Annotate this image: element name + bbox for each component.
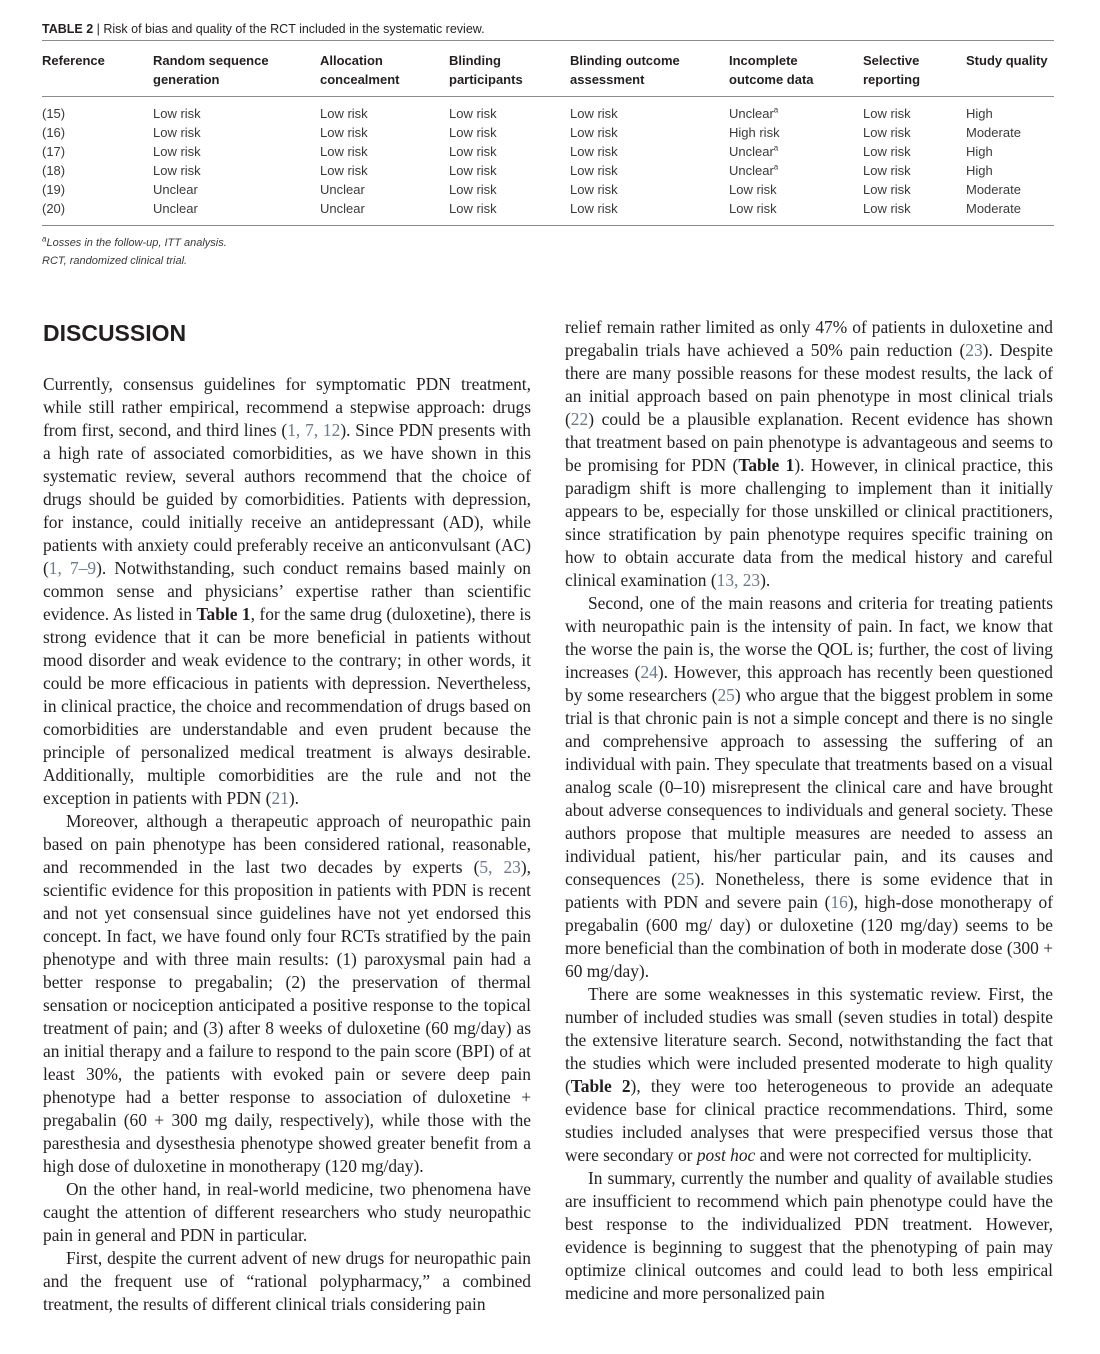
table-footnotes: [42, 234, 1054, 270]
table-row: [42, 199, 1054, 226]
text-segment: Moreover, although a therapeutic approach of neuropathic pain based on pain phenotype has been considered rational, reasonable, and recommended in the last two decades by experts (: [43, 811, 531, 877]
cell-reference: (20): [42, 201, 66, 216]
table-row: [42, 142, 1054, 161]
cell-random-sequence: Unclear: [153, 201, 198, 216]
cell-incomplete: Unclear$^a$: [729, 105, 779, 121]
cell-selective: Low risk: [863, 163, 911, 178]
cell-selective: Low risk: [863, 201, 911, 216]
footnote-mark: a: [773, 162, 779, 172]
cell-incomplete: Low risk: [729, 182, 777, 197]
paragraph: [43, 810, 531, 1178]
footnote: RCT, randomized clinical trial.: [42, 255, 188, 267]
cell-selective: Low risk: [863, 106, 911, 121]
right-body: [565, 316, 1053, 1305]
cell-blinding-participants: Low risk: [449, 144, 497, 159]
header-random-sequence: Random sequence generation: [153, 53, 269, 87]
text-segment: , for the same drug (duloxetine), there is strong evidence that it can be more beneficial in patients without mood disorder and weak evidence to the contrary; in other words, it could be more efficacious in patients with depression. Nevertheless, in clinical practice, the choice and recommendation of drugs based on comorbidities are understandable and even prudent because the principle of personalized medical treatment is always desirable. Additionally, multiple comorbidities are the rule and not the exception in patients with PDN (: [43, 604, 531, 808]
cell-selective: Low risk: [863, 182, 911, 197]
table-header-row: [42, 41, 1054, 97]
article-column-left: [43, 316, 531, 1316]
risk-of-bias-table: [42, 40, 1054, 226]
citation-link[interactable]: 21: [271, 788, 289, 808]
citation-link[interactable]: 16: [830, 892, 848, 912]
cell-incomplete: Low risk: [729, 201, 777, 216]
paragraph: [43, 373, 531, 810]
table-reference-link[interactable]: Table 1: [738, 455, 795, 475]
table-row: [42, 123, 1054, 142]
header-quality: Study quality: [966, 53, 1048, 68]
cell-allocation: Low risk: [320, 144, 368, 159]
cell-selective: Low risk: [863, 125, 911, 140]
paragraph: [565, 1167, 1053, 1305]
citation-link[interactable]: 13, 23: [716, 570, 761, 590]
cell-quality: Moderate: [966, 125, 1021, 140]
citation-link[interactable]: 5, 23: [479, 857, 521, 877]
citation-link[interactable]: 24: [640, 662, 658, 682]
cell-blinding-participants: Low risk: [449, 106, 497, 121]
paragraph: [43, 1178, 531, 1247]
footnote-mark: a: [773, 105, 779, 115]
cell-allocation: Low risk: [320, 163, 368, 178]
citation-link[interactable]: 1, 7, 12: [287, 420, 341, 440]
cell-blinding-outcome: Low risk: [570, 163, 618, 178]
text-segment: ) could be a plausible explanation. Recent evidence has shown that treatment based on pain phenotype is advantageous and seems to be promising for PDN (: [565, 409, 1053, 475]
table-row: [42, 97, 1054, 124]
text-segment: ). Notwithstanding, such conduct remains based mainly on common sense and physicians’ expertise rather than scientific evidence. As listed in: [43, 558, 531, 624]
cell-blinding-outcome: Low risk: [570, 106, 618, 121]
cell-quality: High: [966, 163, 993, 178]
cell-quality: High: [966, 106, 993, 121]
cell-blinding-participants: Low risk: [449, 182, 497, 197]
cell-reference: (18): [42, 163, 66, 178]
cell-random-sequence: Low risk: [153, 106, 201, 121]
text-segment: ). Despite there are many possible reasons for these modest results, the lack of an initial approach based on pain phenotype in most clinical trials (: [565, 340, 1053, 429]
paragraph: [565, 592, 1053, 983]
table-reference-link[interactable]: Table 1: [196, 604, 251, 624]
text-segment: On the other hand, in real-world medicine, two phenomena have caught the attention of different researchers who study neuropathic pain in general and PDN in particular.: [43, 1179, 531, 1245]
cell-random-sequence: Low risk: [153, 144, 201, 159]
cell-allocation: Low risk: [320, 125, 368, 140]
cell-allocation: Low risk: [320, 106, 368, 121]
cell-blinding-outcome: Low risk: [570, 182, 618, 197]
text-segment: ) who argue that the biggest problem in some trial is that chronic pain is not a simple concept and there is no single and comprehensive approach to assessing the suffering of an individual with pain. They speculate that treatments based on a visual analog scale (0–10) misrepresent the clinical care and have brought about adverse consequences to individuals and general society. These authors propose that multiple measures are needed to assess an individual patient, his/her particular pain, and its causes and consequences (: [565, 685, 1053, 889]
cell-reference: (15): [42, 106, 66, 121]
cell-allocation: Unclear: [320, 201, 365, 216]
cell-incomplete: High risk: [729, 125, 780, 140]
text-segment: There are some weaknesses in this systematic review. First, the number of included studies was small (seven studies in total) despite the extensive literature search. Second, notwithstanding the fact that the studies which were included presented moderate to high quality (: [565, 984, 1053, 1096]
footnote: $^a$Losses in the follow-up, ITT analysis.: [42, 234, 227, 249]
cell-reference: (19): [42, 182, 66, 197]
paragraph: [565, 983, 1053, 1167]
table-label: TABLE 2: [42, 22, 94, 36]
cell-reference: (16): [42, 125, 66, 140]
text-segment: ), high-dose monotherapy of pregabalin (600 mg/ day) or duloxetine (120 mg/day) seems to be more beneficial than the combination of both in moderate dose (300 + 60 mg/day).: [565, 892, 1054, 981]
cell-blinding-outcome: Low risk: [570, 125, 618, 140]
cell-incomplete: Unclear$^a$: [729, 143, 779, 159]
header-incomplete: Incomplete outcome data: [729, 53, 814, 87]
cell-blinding-outcome: Low risk: [570, 201, 618, 216]
cell-selective: Low risk: [863, 144, 911, 159]
table-row: [42, 161, 1054, 180]
text-segment: ). Nonetheless, there is some evidence that in patients with PDN and severe pain (: [565, 869, 1053, 912]
left-body: [43, 373, 531, 1316]
text-segment: ), scientific evidence for this proposition in patients with PDN is recent and not yet consensual since guidelines have not yet endorsed this concept. In fact, we have found only four RCTs stratified by the pain phenotype and with three main results: (1) paroxysmal pain had a better response to pregabalin; (2) the preservation of thermal sensation or nociception anticipated a positive response to the topical treatment of pain; and (3) after 8 weeks of duloxetine (60 mg/day) as an initial therapy and a failure to respond to the pain score (BPI) of at least 30%, the patients with evoked pain or severe deep pain phenotype had a better response to association of duloxetine + pregabalin (60 + 300 mg daily, respectively), while those with the paresthesia and dysesthesia phenotype showed greater benefit from a high dose of duloxetine in monotherapy (120 mg/day).: [43, 857, 532, 1176]
cell-blinding-outcome: Low risk: [570, 144, 618, 159]
paragraph: [565, 316, 1053, 592]
cell-blinding-participants: Low risk: [449, 201, 497, 216]
citation-link[interactable]: 25: [717, 685, 735, 705]
cell-reference: (17): [42, 144, 66, 159]
text-segment: ).: [288, 788, 299, 808]
citation-link[interactable]: 22: [570, 409, 589, 429]
text-segment: First, despite the current advent of new drugs for neuropathic pain and the frequent use of “rational polypharmacy,” a combined treatment, the results of different clinical trials considering pain: [43, 1248, 531, 1314]
table-reference-link[interactable]: Table 2: [570, 1076, 631, 1096]
cell-incomplete: Unclear$^a$: [729, 162, 779, 178]
cell-quality: Moderate: [966, 182, 1021, 197]
text-segment: ). However, this approach has recently been questioned by some researchers (: [565, 662, 1053, 705]
footnote-mark: a: [773, 143, 779, 153]
text-segment: ). However, in clinical practice, this paradigm shift is more challenging to implement than it initially appears to be, especially for those unskilled or clinical practitioners, since stratification by pain phenotype requires specific training on how to obtain accurate data from the medical history and careful clinical examination (: [565, 455, 1053, 590]
citation-link[interactable]: 23: [965, 340, 983, 360]
citation-link[interactable]: 25: [677, 869, 695, 889]
text-segment: ). Since PDN presents with a high rate of associated comorbidities, as we have shown in this systematic review, several authors recommend that the choice of drugs should be guided by comorbidities. Patients with depression, for instance, could initially receive an antidepressant (AD), while patients with anxiety could preferably receive an anticonvulsant (AC) (: [43, 420, 531, 578]
paragraph: [43, 1247, 531, 1316]
section-heading: DISCUSSION: [43, 320, 187, 346]
text-segment: Second, one of the main reasons and criteria for treating patients with neuropathic pain is the intensity of pain. In fact, we know that the worse the pain is, the worse the QOL is; further, the cost of living increases (: [565, 593, 1053, 682]
table-row: [42, 180, 1054, 199]
table-caption: TABLE 2 | Risk of bias and quality of the RCT included in the systematic review.: [42, 22, 485, 36]
cell-quality: High: [966, 144, 993, 159]
cell-random-sequence: Unclear: [153, 182, 198, 197]
text-segment: ), they were too heterogeneous to provide an adequate evidence base for clinical practice recommendations. Third, some studies included analyses that were prespecified versus those that were secondary or: [565, 1076, 1053, 1165]
citation-link[interactable]: 1, 7–9: [48, 558, 97, 578]
italic-text: post hoc: [696, 1145, 756, 1165]
header-blinding-participants: Blinding participants: [449, 53, 523, 87]
text-segment: relief remain rather limited as only 47% of patients in duloxetine and pregabalin trials have achieved a 50% pain reduction (: [565, 317, 1053, 360]
cell-random-sequence: Low risk: [153, 125, 201, 140]
text-segment: Currently, consensus guidelines for symptomatic PDN treatment, while still rather empirical, recommend a stepwise approach: drugs from first, second, and third lines (: [43, 374, 531, 440]
table-2: [42, 18, 1054, 270]
text-segment: In summary, currently the number and quality of available studies are insufficient to recommend which pain phenotype could have the best response to the individualized PDN treatment. However, evidence is beginning to suggest that the phenotyping of pain may optimize clinical outcomes and could lead to both less empirical medicine and more personalized pain: [565, 1168, 1053, 1303]
cell-quality: Moderate: [966, 201, 1021, 216]
header-selective: Selective reporting: [863, 53, 921, 87]
article-column-right: [565, 316, 1053, 1305]
text-segment: and were not corrected for multiplicity.: [755, 1145, 1032, 1165]
text-segment: ).: [760, 570, 771, 590]
table-caption-text: Risk of bias and quality of the RCT included in the systematic review.: [103, 22, 485, 36]
header-allocation: Allocation concealment: [320, 53, 400, 87]
cell-blinding-participants: Low risk: [449, 163, 497, 178]
header-blinding-outcome: Blinding outcome assessment: [570, 53, 680, 87]
cell-random-sequence: Low risk: [153, 163, 201, 178]
header-reference: Reference: [42, 53, 105, 68]
cell-allocation: Unclear: [320, 182, 365, 197]
cell-blinding-participants: Low risk: [449, 125, 497, 140]
